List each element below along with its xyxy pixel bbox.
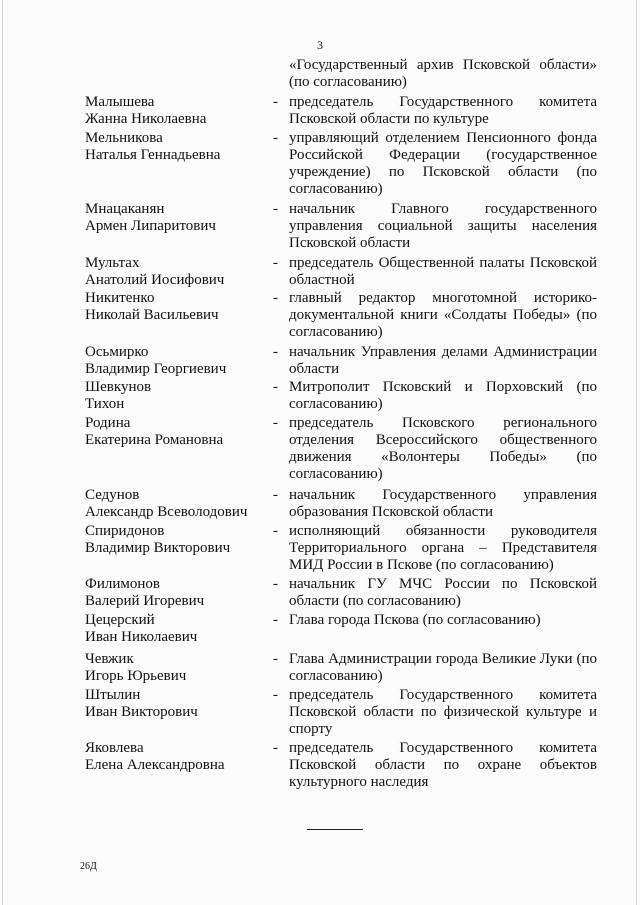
member-given-name: Екатерина Романовна: [85, 432, 224, 448]
member-given-name: Елена Александровна: [85, 757, 225, 773]
member-given-name: Жанна Николаевна: [85, 111, 207, 127]
member-role: исполняющий обязанности руководителя Территориального органа – Представителя МИД России в Пскове (по согласованию): [289, 523, 597, 573]
member-given-name: Тихон: [85, 396, 125, 412]
member-role: председатель Государственного комитета Псковской области по физической культуре и спорту: [289, 687, 597, 737]
separator-dash: -: [273, 94, 278, 110]
member-name: [85, 94, 275, 128]
member-given-name: Анатолий Иосифович: [85, 272, 225, 288]
member-role: начальник Государственного управления образования Псковской области: [289, 487, 597, 520]
member-name: [85, 612, 275, 646]
member-name: [85, 379, 275, 413]
member-role: главный редактор многотомной историко-документальной книги «Солдаты Победы» (по согласованию): [289, 290, 597, 340]
separator-dash: -: [273, 344, 278, 360]
member-name: [85, 740, 275, 774]
member-surname: Никитенко: [85, 290, 155, 306]
closing-rule: [307, 829, 363, 830]
member-given-name: Владимир Викторович: [85, 540, 231, 556]
member-name: [85, 651, 275, 685]
member-surname: Мнацаканян: [85, 201, 165, 217]
scan-edge-right: [636, 0, 637, 905]
member-surname: Седунов: [85, 487, 140, 503]
separator-dash: -: [273, 255, 278, 271]
member-role: Глава Администрации города Великие Луки (по согласованию): [289, 651, 597, 684]
member-surname: Родина: [85, 415, 131, 431]
member-role: председатель Общественной палаты Псковской областной: [289, 255, 597, 288]
member-given-name: Иван Викторович: [85, 704, 198, 720]
member-name: [85, 290, 275, 324]
member-given-name: Наталья Геннадьевна: [85, 147, 221, 163]
member-role: председатель Государственного комитета Псковской области по охране объектов культурного наследия: [289, 740, 597, 790]
member-surname: Чевжик: [85, 651, 134, 667]
member-surname: Шевкунов: [85, 379, 152, 395]
member-role: Митрополит Псковский и Порховский (по согласованию): [289, 379, 597, 412]
continuation-text: «Государственный архив Псковской области» (по согласованию): [289, 57, 597, 90]
separator-dash: -: [273, 201, 278, 217]
separator-dash: -: [273, 415, 278, 431]
separator-dash: -: [273, 612, 278, 628]
member-given-name: Александр Всеволодович: [85, 504, 248, 520]
member-role: председатель Государственного комитета Псковской области по культуре: [289, 94, 597, 127]
member-surname: Осьмирко: [85, 344, 149, 360]
separator-dash: -: [273, 379, 278, 395]
member-name: [85, 487, 275, 521]
separator-dash: -: [273, 487, 278, 503]
member-name: [85, 201, 275, 235]
member-name: [85, 576, 275, 610]
member-name: [85, 415, 275, 449]
member-role: начальник Управления делами Администрации области: [289, 344, 597, 377]
separator-dash: -: [273, 687, 278, 703]
member-role: председатель Псковского регионального отделения Всероссийского общественного движения «Волонтеры Победы» (по согласованию): [289, 415, 597, 482]
member-given-name: Игорь Юрьевич: [85, 668, 187, 684]
member-name: [85, 130, 275, 164]
page-number: 3: [317, 38, 323, 52]
member-role: начальник Главного государственного управления социальной защиты населения Псковской области: [289, 201, 597, 251]
member-surname: Мультах: [85, 255, 140, 271]
member-surname: Яковлева: [85, 740, 144, 756]
member-given-name: Николай Васильевич: [85, 307, 219, 323]
separator-dash: -: [273, 740, 278, 756]
member-surname: Малышева: [85, 94, 155, 110]
scan-edge-left: [2, 0, 3, 905]
member-given-name: Владимир Георгиевич: [85, 361, 227, 377]
member-name: [85, 344, 275, 378]
member-surname: Штылин: [85, 687, 141, 703]
separator-dash: -: [273, 651, 278, 667]
separator-dash: -: [273, 576, 278, 592]
member-given-name: Иван Николаевич: [85, 629, 198, 645]
member-name: [85, 687, 275, 721]
member-surname: Цецерский: [85, 612, 155, 628]
member-name: [85, 523, 275, 557]
member-role: начальник ГУ МЧС России по Псковской области (по согласованию): [289, 576, 597, 609]
document-code: 26Д: [80, 861, 97, 872]
member-name: [85, 255, 275, 289]
separator-dash: -: [273, 290, 278, 306]
separator-dash: -: [273, 523, 278, 539]
member-surname: Филимонов: [85, 576, 160, 592]
member-surname: Спиридонов: [85, 523, 165, 539]
member-role: управляющий отделением Пенсионного фонда Российской Федерации (государственное учреждение) по Псковской области (по согласованию): [289, 130, 597, 197]
member-given-name: Валерий Игоревич: [85, 593, 205, 609]
member-surname: Мельникова: [85, 130, 163, 146]
member-given-name: Армен Липаритович: [85, 218, 216, 234]
member-role: Глава города Пскова (по согласованию): [289, 612, 541, 628]
separator-dash: -: [273, 130, 278, 146]
